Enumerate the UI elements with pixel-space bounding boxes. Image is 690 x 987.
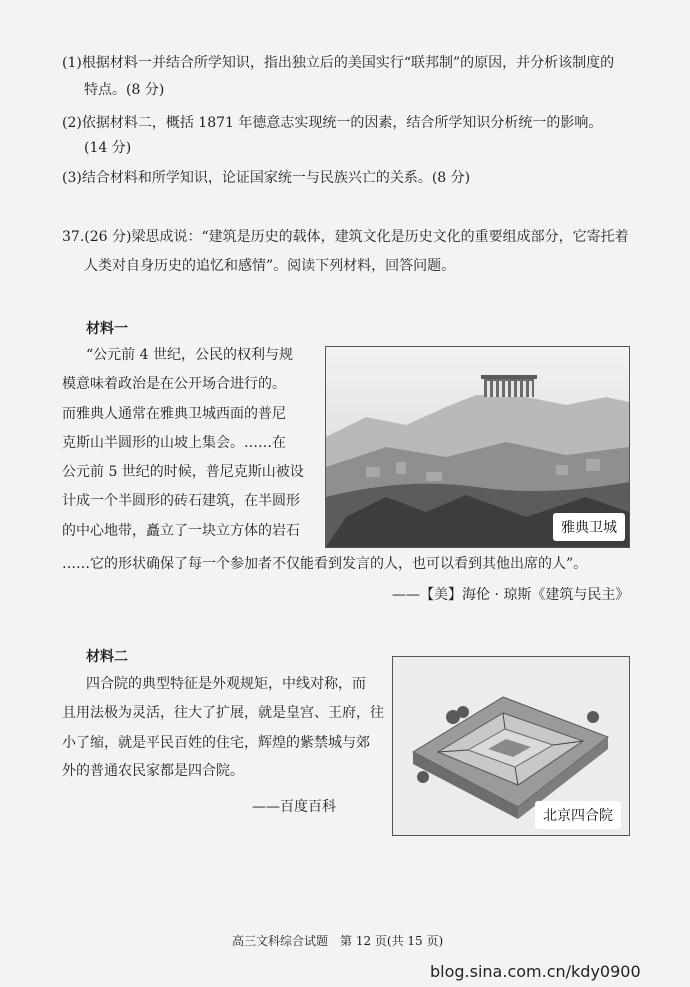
question-3-line-1: (3)结合材料和所学知识，论证国家统一与民族兴亡的关系。(8 分) xyxy=(62,170,471,186)
material-1-title: 材料一 xyxy=(86,321,128,337)
material-1-line-4: 克斯山半圆形的山坡上集会。……在 xyxy=(62,435,286,451)
material-2-source: ——百度百科 xyxy=(252,799,336,815)
material-1-line-3: 而雅典人通常在雅典卫城西面的普尼 xyxy=(62,406,286,422)
blog-watermark: blog.sina.com.cn/kdy0900 xyxy=(430,962,641,981)
material-2-line-4: 外的普通农民家都是四合院。 xyxy=(62,763,244,779)
material-2-title: 材料二 xyxy=(86,649,128,665)
material-1-line-6: 计成一个半圆形的砖石建筑，在半圆形 xyxy=(62,493,300,509)
material-1-source: ——【美】海伦 · 琼斯《建筑与民主》 xyxy=(392,587,630,603)
question-2-line-2: (14 分) xyxy=(84,140,132,156)
material-1-line-5: 公元前 5 世纪的时候，普尼克斯山被设 xyxy=(62,464,304,480)
question-1-line-1: (1)根据材料一并结合所学知识，指出独立后的美国实行“联邦制”的原因，并分析该制度的 xyxy=(62,55,615,71)
siheyuan-caption: 北京四合院 xyxy=(535,801,621,829)
question-37-line-1: 37.(26 分)梁思成说：“建筑是历史的载体，建筑文化是历史文化的重要组成部分，它寄托着 xyxy=(62,229,629,245)
material-1-line-7: 的中心地带，矗立了一块立方体的岩石 xyxy=(62,523,300,539)
material-1-line-1: “公元前 4 世纪，公民的权利与规 xyxy=(86,347,293,363)
material-2-line-1: 四合院的典型特征是外观规矩，中线对称，而 xyxy=(86,676,366,692)
material-1-line-8: ……它的形状确保了每一个参加者不仅能看到发言的人，也可以看到其他出席的人”。 xyxy=(62,556,588,572)
acropolis-photo xyxy=(325,346,630,548)
question-2-line-1: (2)依据材料二，概括 1871 年德意志实现统一的因素，结合所学知识分析统一的影响。 xyxy=(62,115,603,131)
page-number-footer: 高三文科综合试题 第 12 页(共 15 页) xyxy=(232,934,444,948)
material-1-line-2: 模意味着政治是在公开场合进行的。 xyxy=(62,376,286,392)
question-1-line-2: 特点。(8 分) xyxy=(84,82,165,98)
material-2-line-2: 且用法极为灵活，往大了扩展，就是皇宫、王府，往 xyxy=(62,705,384,721)
siheyuan-photo xyxy=(392,656,630,836)
material-2-line-3: 小了缩，就是平民百姓的住宅，辉煌的紫禁城与郊 xyxy=(62,735,370,751)
question-37-line-2: 人类对自身历史的追忆和感情”。阅读下列材料，回答问题。 xyxy=(84,258,456,274)
acropolis-caption: 雅典卫城 xyxy=(553,513,625,541)
